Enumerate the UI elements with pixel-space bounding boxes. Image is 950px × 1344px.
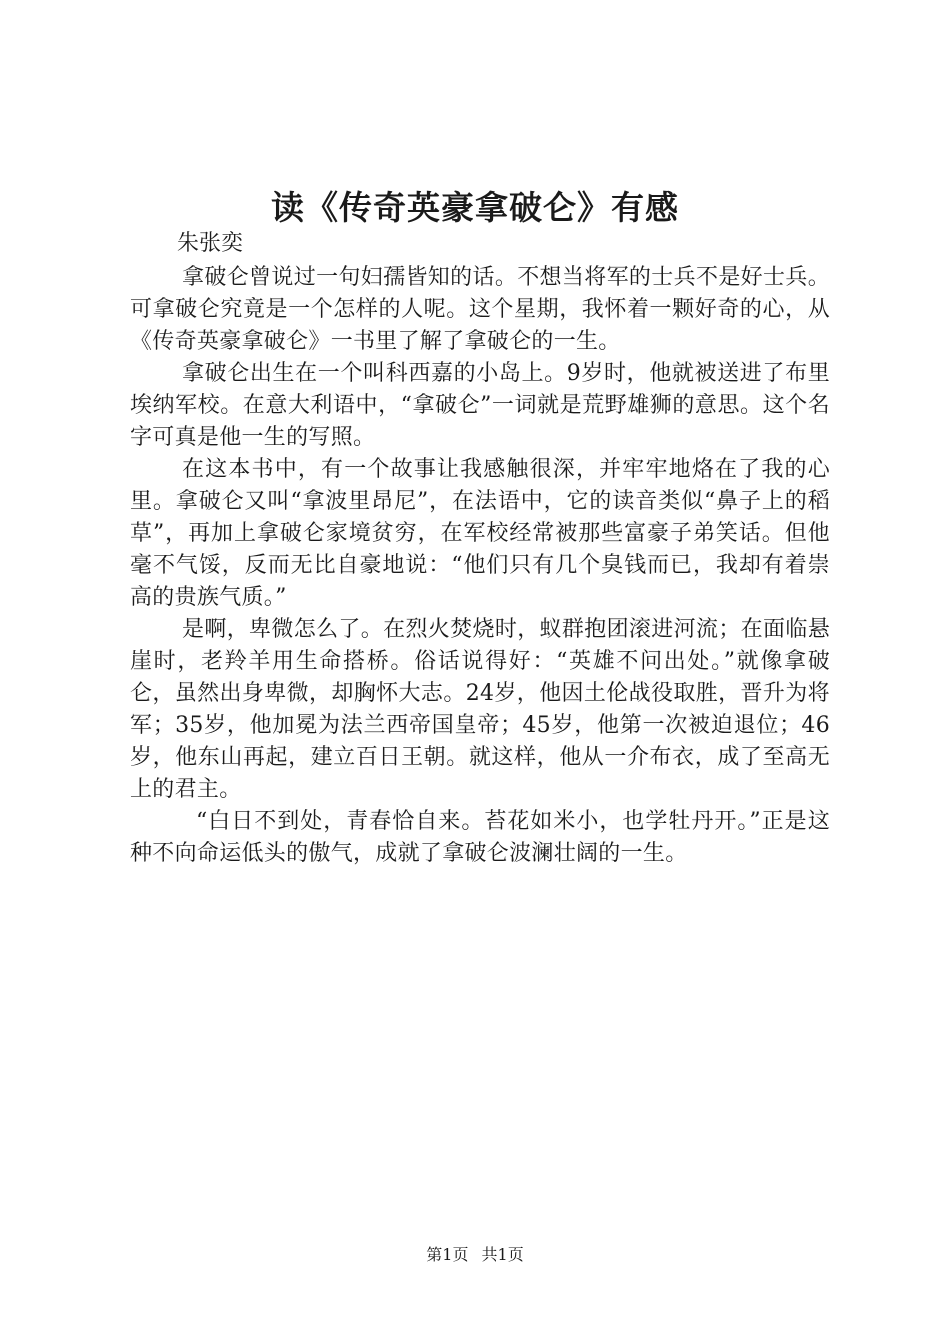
page-number: 第1页 — [426, 1245, 469, 1264]
document-body — [130, 262, 830, 870]
page-total: 共1页 — [481, 1245, 524, 1264]
paragraph-1: 拿破仑曾说过一句妇孺皆知的话。不想当将军的士兵不是好士兵。可拿破仑究竟是一个怎样的人呢。这个星期，我怀着一颗好奇的心，从《传奇英豪拿破仑》一书里了解了拿破仑的一生。 — [130, 265, 830, 354]
paragraph-3: 在这本书中，有一个故事让我感触很深，并牢牢地烙在了我的心里。拿破仑又叫“拿波里昂尼”，在法语中，它的读音类似“鼻子上的稻草”，再加上拿破仑家境贫穷，在军校经常被那些富豪子弟笑话。但他毫不气馁，反而无比自豪地说：“他们只有几个臭钱而已，我却有着崇高的贵族气质。” — [130, 457, 830, 610]
paragraph-4: 是啊，卑微怎么了。在烈火焚烧时，蚁群抱团滚进河流；在面临悬崖时，老羚羊用生命搭桥。俗话说得好：“英雄不问出处。”就像拿破仑，虽然出身卑微，却胸怀大志。24岁，他因土伦战役取胜，晋升为将军；35岁，他加冕为法兰西帝国皇帝；45岁，他第一次被迫退位；46岁，他东山再起，建立百日王朝。就这样，他从一介布衣，成了至高无上的君主。 — [130, 617, 830, 802]
paragraph-5: “白日不到处，青春恰自来。苔花如米小，也学牡丹开。”正是这种不向命运低头的傲气，成就了拿破仑波澜壮阔的一生。 — [130, 809, 830, 866]
author-name: 朱张奕 — [177, 231, 244, 256]
page-footer — [0, 1243, 950, 1267]
paragraph-2: 拿破仑出生在一个叫科西嘉的小岛上。9岁时，他就被送进了布里埃纳军校。在意大利语中，“拿破仑”一词就是荒野雄狮的意思。这个名字可真是他一生的写照。 — [130, 361, 830, 450]
document-title: 读《传奇英豪拿破仑》有感 — [271, 188, 679, 227]
